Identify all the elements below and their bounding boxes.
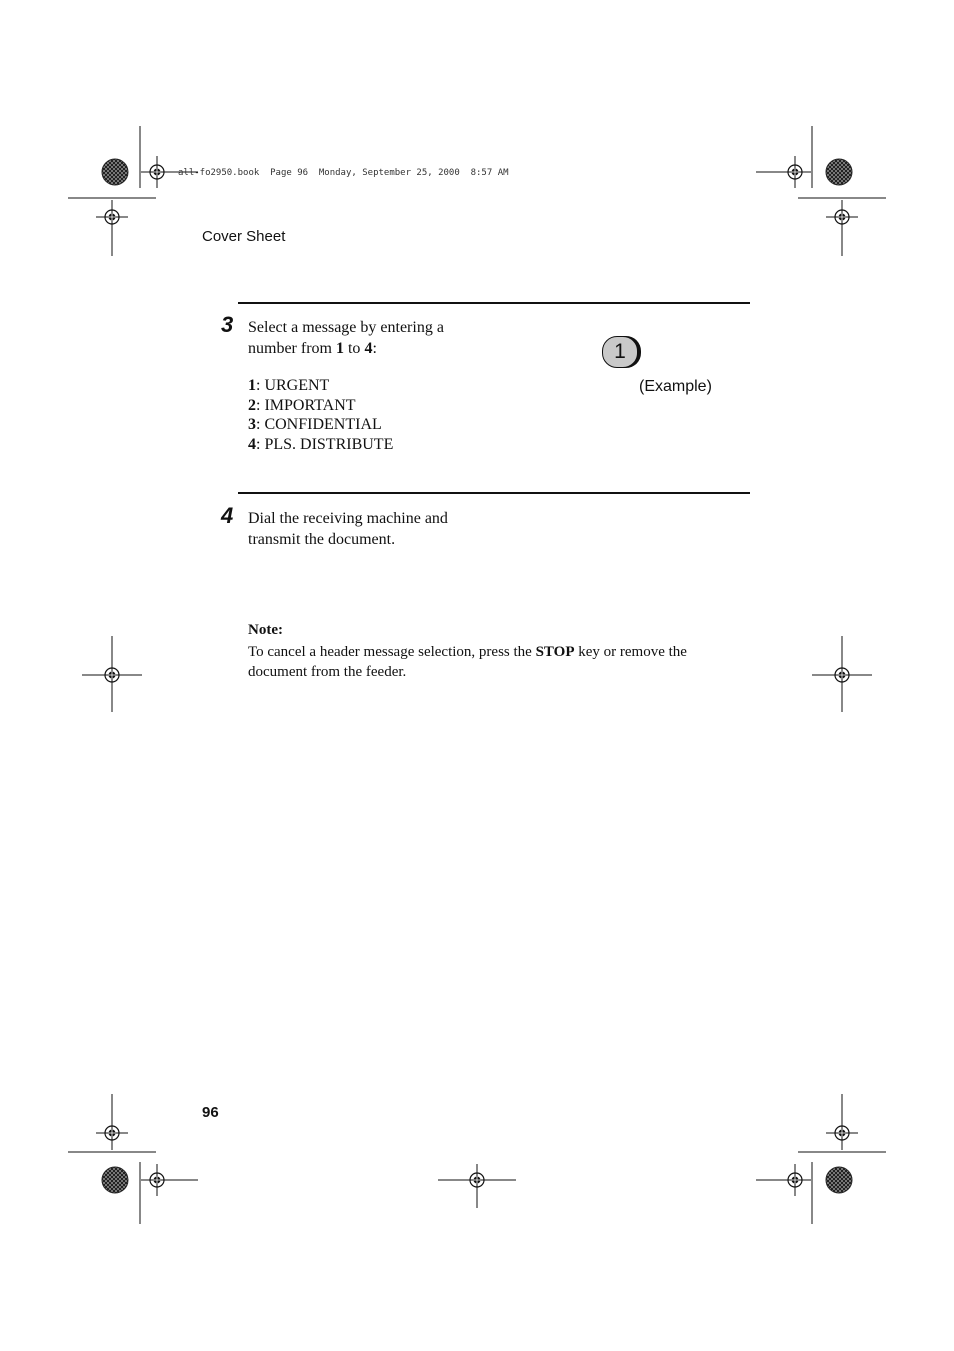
step-4-rule (238, 492, 750, 494)
step-3-line-1: Select a message by entering a (248, 319, 444, 336)
step-3-number: 3 (221, 312, 234, 337)
step-4-number: 4 (221, 503, 234, 528)
message-option: 3: CONFIDENTIAL (248, 416, 382, 433)
message-option: 1: URGENT (248, 377, 330, 394)
message-option: 2: IMPORTANT (248, 396, 356, 414)
message-option: 4: PLS. DISTRIBUTE (248, 435, 394, 453)
message-options-list (248, 376, 393, 454)
note-title: Note: (248, 622, 283, 638)
section-title: Cover Sheet (202, 228, 286, 245)
step-4-line-2: transmit the document. (248, 531, 396, 548)
number-key-1-icon: 1 (602, 336, 638, 368)
example-caption: (Example) (639, 378, 712, 395)
note-text: To cancel a header message selection, press the STOP key or remove the document from the feeder. (248, 644, 687, 680)
page-number: 96 (202, 1104, 219, 1121)
step-3-line-2: number from 1 to 4: (248, 340, 377, 357)
step-4-text (248, 508, 448, 550)
print-info-line: all-fo2950.book Page 96 Monday, September 25, 2000 8:57 AM (178, 168, 509, 178)
step-3-rule (238, 302, 750, 304)
step-4-line-1: Dial the receiving machine and (248, 510, 448, 527)
step-3-text (248, 317, 444, 359)
